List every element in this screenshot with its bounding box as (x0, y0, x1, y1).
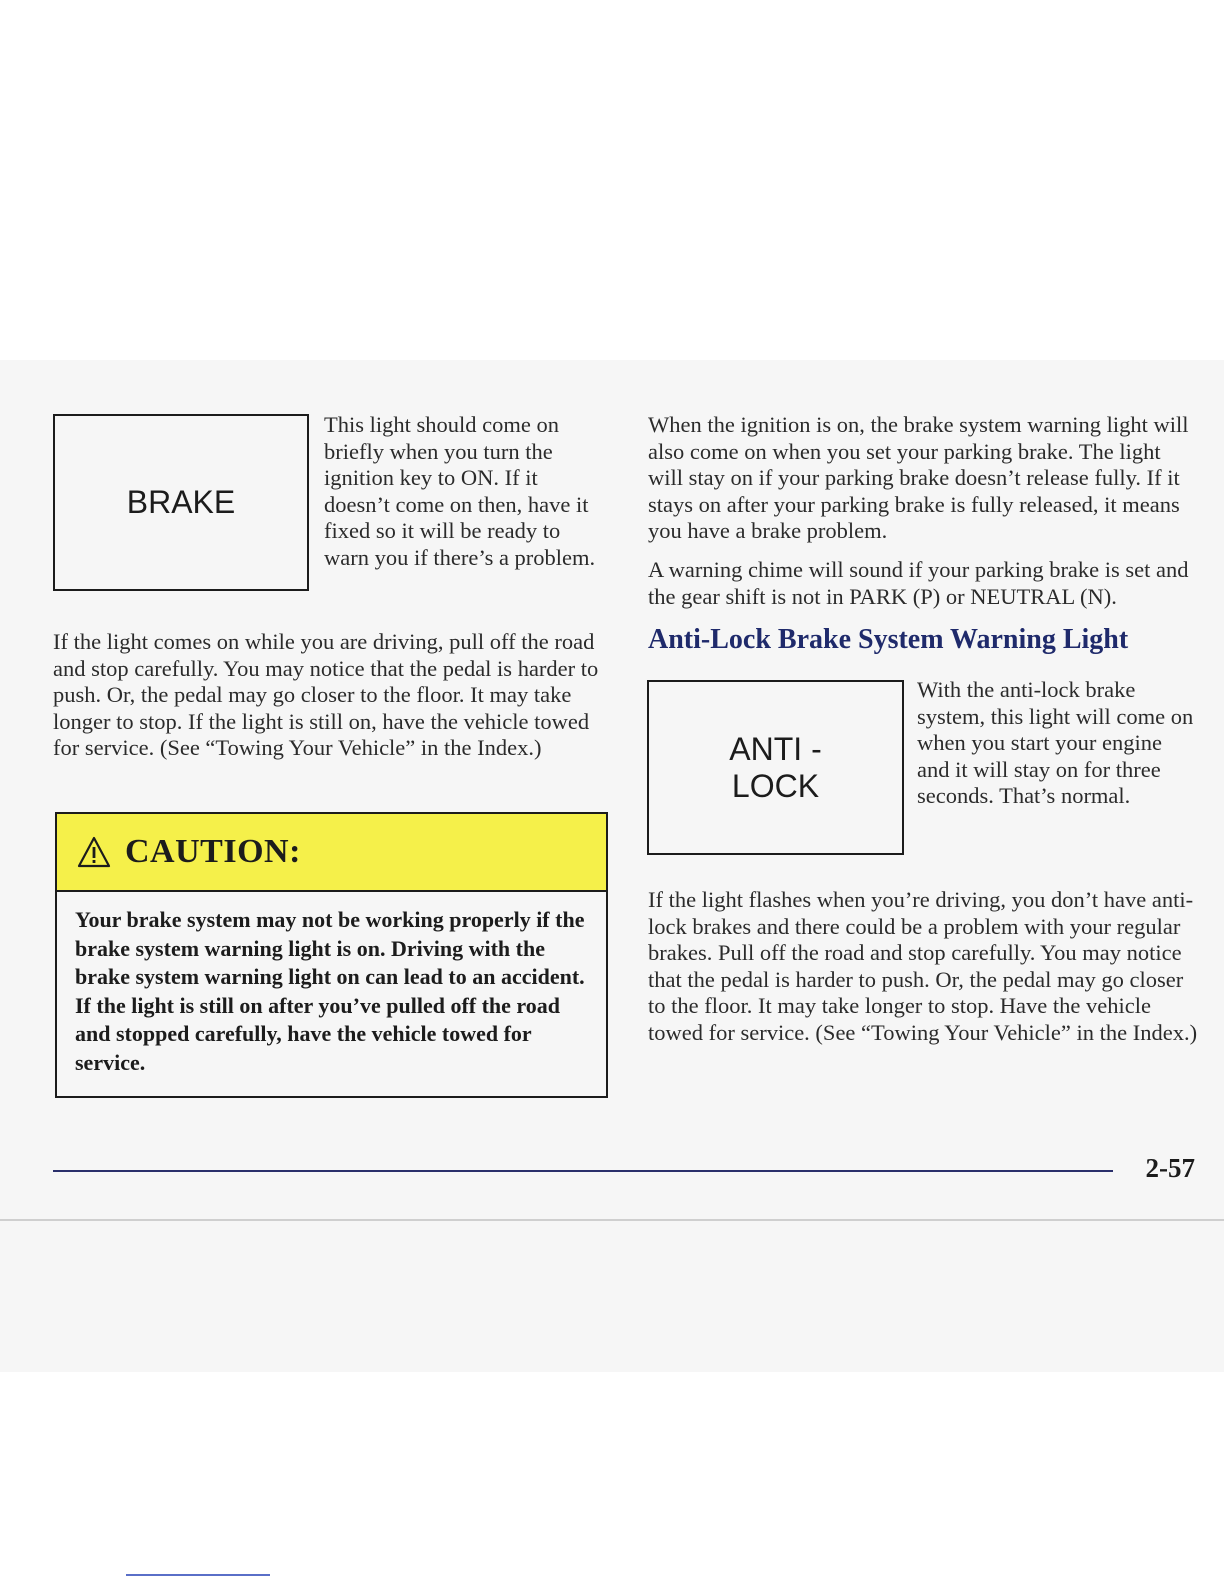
antilock-indicator-box (647, 680, 904, 855)
brake-indicator-box (53, 414, 309, 591)
warning-triangle-icon (77, 836, 111, 868)
brake-indicator-label: BRAKE (126, 484, 236, 520)
caution-header (57, 814, 606, 892)
caution-body: Your brake system may not be working properly if the brake system warning light is on. Driving with the brake system warning light on can lead to an accident. If the light is still on after you’ve pulled off the road and stopped carefully, have the vehicle towed for service. (75, 907, 585, 1075)
page-number: 2-57 (1145, 1153, 1195, 1183)
warning-chime-paragraph: A warning chime will sound if your parking brake is set and the gear shift is not in PARK (P) or NEUTRAL (N). (648, 557, 1189, 609)
brake-indicator-description: This light should come on briefly when you turn the ignition key to ON. If it doesn’t come on then, have it fixed so it will be ready to warn you if there’s a problem. (324, 412, 596, 570)
antilock-indicator-label: ANTI - LOCK (729, 730, 822, 804)
footer-rule (53, 1170, 1113, 1172)
parking-brake-paragraph: When the ignition is on, the brake system warning light will also come on when you set your parking brake. The light will stay on if your parking brake doesn’t release fully. If it stays on after your parking brake is fully released, it means you have a brake problem. (648, 412, 1189, 543)
caution-title: CAUTION: (125, 833, 301, 870)
section-heading: Anti-Lock Brake System Warning Light (648, 624, 1129, 655)
brake-light-driving-paragraph: If the light comes on while you are driving, pull off the road and stop carefully. You may notice that the pedal is harder to push. Or, the pedal may go closer to the floor. It may take longer to stop. If the light is still on, have the vehicle towed for service. (See “Towing Your Vehicle” in the Index.) (53, 629, 599, 760)
bottom-stub-line (126, 1574, 270, 1576)
antilock-flashing-paragraph: If the light flashes when you’re driving, you don’t have anti-lock brakes and there could be a problem with your regular brakes. Pull off the road and stop carefully. You may notice that the pedal is harder to push. Or, the pedal may go closer to the floor. It may take longer to stop. Have the vehicle towed for service. (See “Towing Your Vehicle” in the Index.) (648, 887, 1198, 1045)
antilock-indicator-description: With the anti-lock brake system, this light will come on when you start your engine and it will stay on for three seconds. That’s normal. (917, 677, 1194, 808)
page-edge-divider (0, 1219, 1224, 1221)
caution-box (55, 812, 608, 1098)
